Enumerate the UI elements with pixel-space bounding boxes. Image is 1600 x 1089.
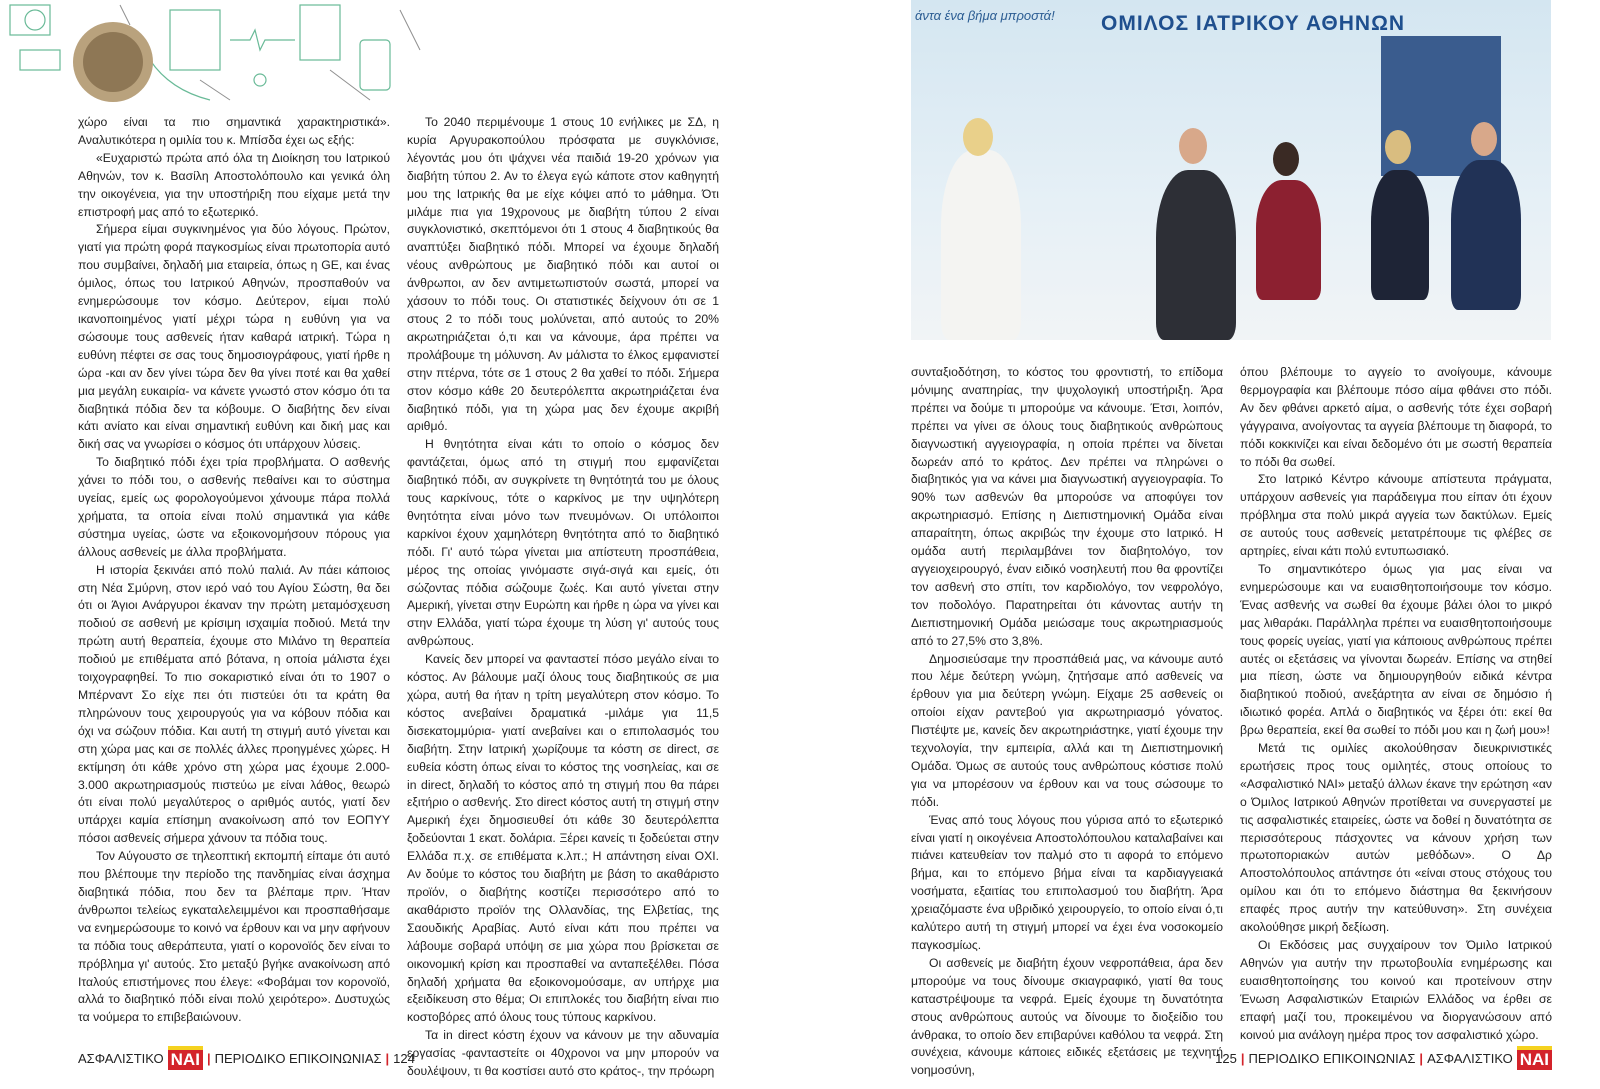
panel-discussion-photo — [911, 0, 1551, 340]
article-column-3 — [911, 364, 1223, 1080]
paragraph: χώρο είναι τα πιο σημαντικά χαρακτηριστικά». Αναλυτικότερα η ομιλία του κ. Μπίσδα έχει ως εξής: — [78, 115, 390, 147]
footer-brand: ΑΣΦΑΛΙΣΤΙΚΟ — [78, 1050, 164, 1066]
paragraph: Ένας από τους λόγους που γύρισα από το εξωτερικό είναι γιατί η οικογένεια Αποστολόπουλου καταλαβαίνει και πιάνει κατευθείαν τον παλμό στο τι αφορά το επόμενο βήμα, και το επόμενο βήμα είναι τα καρδιαγγειακά νοσήματα, εξαιτίας του επιπολασμού του διαβήτη. Άρα χρειαζόμαστε ένα υβριδικό χειρουργείο, το οποίο είναι ό,τι καλύτερο αυτή τη στιγμή μπορεί να έχει ένα νοσοκομείο παγκοσμίως. — [911, 812, 1223, 952]
paragraph: όπου βλέπουμε το αγγείο το ανοίγουμε, κάνουμε θερμογραφία και βλέπουμε πόσο αίμα φθάνει στο πόδι. Αν δεν φθάνει αρκετό αίμα, ο ασθενής τότε έχει σοβαρή γάγγραινα, ανοίγοντας τα αγγεία βλέπουμε τη διαφορά, το πόδι κοκκινίζει και είναι δεδομένο ότι με σωστή θεραπεία το πόδι θα σωθεί. — [1240, 365, 1552, 469]
nai-logo: ΝΑΙ — [1517, 1046, 1552, 1070]
article-column-2 — [407, 114, 719, 1081]
footer-left: ΑΣΦΑΛΙΣΤΙΚΟ ΝΑΙ | ΠΕΡΙΟΔΙΚΟ ΕΠΙΚΟΙΝΩΝΙΑΣ | 124 — [78, 1046, 415, 1070]
article-column-1 — [78, 114, 390, 1027]
footer-brand: ΑΣΦΑΛΙΣΤΙΚΟ — [1427, 1050, 1513, 1066]
paragraph: Μετά τις ομιλίες ακολούθησαν διευκρινιστικές ερωτήσεις προς τους ομιλητές, στους οποίους το «Ασφαλιστικό ΝΑΙ» μεταξύ άλλων έκανε την ερώτηση «αν ο Όμιλος Ιατρικού Αθηνών προτίθεται να συνεργαστεί με τις ασφαλιστικές εταιρείες, ώστε να δοθεί η δυνατότητα σε περισσότερους πάσχοντες να κάνουν χρήση των πρωτοποριακών αυτών μεθόδων». Ο Δρ Αποστολόπουλος απάντησε ότι «είναι στους στόχους του ομίλου και ότι το επόμενο διάστημα θα ξεκινήσουν επαφές προς αυτήν την κατεύθυνση». Στη συνέχεια ακολούθησε μικρή δεξίωση. — [1240, 741, 1552, 935]
article-column-4 — [1240, 364, 1552, 1044]
paragraph: Το 2040 περιμένουμε 1 στους 10 ενήλικες με ΣΔ, η κυρία Αργυρακοπούλου πρόσφατα με συγκλόνισε, λέγοντάς μου ότι ψάχνει νέα παιδιά 19-20 χρόνων για διαβήτη τύπου 2. Αν το έλεγα εγώ κάποτε στον καθηγητή μου της Ιατρικής θα με είχε κόψει από το μάθημα. Ότι μιλάμε πια για 19χρονους με διαβήτη τύπου 2 είναι συγκλονιστικό, σκεπτόμενοι ότι 1 στους 4 διαβητικούς θα αναπτύξει διαβητικό πόδι. Μπορεί να έχουμε δηλαδή νέους ανθρώπους με διαβητικό πόδι και αυτοί οι άνθρωποι, αν δεν αντιμετωπιστούν σωστά, μπορεί να χάσουν το πόδι τους. Οι στατιστικές δείχνουν ότι σε 1 στους 2 το πόδι τους μολύνεται, από αυτούς το 20% ακρωτηριάζεται ό,τι και να κάνουμε, άρα πρέπει να προλάβουμε τη μόλυνση. Αν μάλιστα το έλκος εμφανιστεί στην πτέρνα, τότε σε 1 στους 2 θα χαθεί το πόδι. Σήμερα στον κόσμο κάθε 20 δευτερόλεπτα ακρωτηριάζεται ένα διαβητικό πόδι, για τη χώρα μας δεν έχουμε ακριβή αριθμό. — [407, 115, 719, 434]
paragraph: Οι Εκδόσεις μας συγχαίρουν τον Όμιλο Ιατρικού Αθηνών για αυτήν την πρωτοβουλία ενημέρωσης και ευαισθητοποίησης του κοινού και προτείνουν στην Ένωση Ασφαλιστικών Εταιριών Ελλάδος να έρθει σε επαφή μαζί του, προκειμένου να διοργανώσουν από κοινού μια ανάλογη ημέρα προς τον ασφαλιστικό χώρο. — [1240, 938, 1552, 1042]
footer-label: ΠΕΡΙΟΔΙΚΟ ΕΠΙΚΟΙΝΩΝΙΑΣ — [214, 1050, 382, 1066]
footer-right: 125 | ΠΕΡΙΟΔΙΚΟ ΕΠΙΚΟΙΝΩΝΙΑΣ | ΑΣΦΑΛΙΣΤΙΚΟ ΝΑΙ — [1215, 1046, 1552, 1070]
paragraph: Τον Αύγουστο σε τηλεοπτική εκπομπή είπαμε ότι αυτό που βλέπουμε την περίοδο της πανδημίας είναι άσχημα διαβητικά πόδια, που δεν τα βλέπαμε πριν. Ήταν άνθρωποι τελείως εγκαταλελειμμένοι και προσπαθήσαμε να ενημερώσουμε το κοινό να έρθουν και να μην αφήνουν τα πόδια τους αθεράπευτα, γιατί ο κορονοϊός δεν είναι το πρόβλημα γι' αυτούς. Στο μεταξύ βγήκε ανακοίνωση από Ιταλούς επιστήμονες που έλεγε: «Φοβάμαι τον κορονοϊό, αλλά το διαβητικό πόδι είναι πολύ χειρότερο». Δυστυχώς τα νούμερα το επιβεβαιώνουν. — [78, 849, 390, 1025]
paragraph: Σήμερα είμαι συγκινημένος για δύο λόγους. Πρώτον, γιατί για πρώτη φορά παγκοσμίως είναι πρωτοπορία αυτό που συμβαίνει, δηλαδή μια εταιρεία, όπως η GE, και ένας όμιλος, όπως του Ιατρικού Αθηνών, προσπαθούν να ενημερώσουμε τον κόσμο. Δεύτερον, είμαι πολύ ικανοποιημένος γιατί μέχρι τώρα η ευθύνη για να σώσουμε τους ασθενείς ήταν καθαρά ιατρική. Τώρα η ευθύνη πέφτει σε σας τους δημοσιογράφους, γιατί ήρθε η ώρα -και αν δεν γίνει τώρα δεν θα γίνει ποτέ και θα χαθεί μια μεγάλη ευκαιρία- να κάνετε γνωστό στον κόσμο ότι τα διαβητικά πόδια δεν τα κόβουμε. Ο διαβήτης δεν είναι κάτι ανίατο και είναι σημαντική ευθύνη και δική μας και δική σας να γνωρίσει ο κόσμος ότι υπάρχουν λύσεις. — [78, 222, 390, 452]
paragraph: Το σημαντικότερο όμως για μας είναι να ενημερώσουμε και να ευαισθητοποιήσουμε τον κόσμο. Ένας ασθενής να σωθεί θα έχουμε βάλει όλοι το μικρό μας λιθαράκι. Παράλληλα πρέπει να ευαισθητοποιήσουμε τους φορείς υγείας, γιατί για κάποιους ανθρώπους πρέπει αυτές οι εξετάσεις να γίνονται δωρεάν. Επίσης να στηθεί μια πίεση, ώστε να δημιουργηθούν ειδικά κέντρα διαβητικού ποδιού, ανεξάρτητα αν είναι σε δημόσιο ή ιδιωτικό φορέα. Απλά ο διαβητικός να ξέρει ότι: εκεί θα βρω θεραπεία, εκεί θα σωθεί το πόδι μου και η ζωή μου»! — [1240, 561, 1552, 738]
paragraph: Η ιστορία ξεκινάει από πολύ παλιά. Αν πάει κάποιος στη Νέα Σμύρνη, στον ιερό ναό του Αγίου Σώστη, θα δει ότι οι Άγιοι Ανάργυροι έκαναν την πρώτη μεταμόσχευση ποδιού σε ασθενή με κρίσιμη ισχαιμία ποδιού. Μετά την πρώτη αυτή θεραπεία, έχουμε στο Μιλάνο τη θεραπεία ποδιού με επιθέματα από βότανα, η οποία μάλιστα έχει τοιχογραφηθεί. Το πιο σοκαριστικό είναι ότι το 1907 ο Μπέρναντ Σο είχε πει ότι πιστεύει ότι τα κράτη θα πληρώνουν τους χειρουργούς για να κόβουν πόδια και όχι να σώζουν πόδια. Και αυτή τη στιγμή αυτό γίνεται και στη χώρα μας και σε πολλές άλλες προηγμένες χώρες. Η εκτίμηση ότι κάθε χρόνο στη χώρα μας έχουμε 2.000-3.000 ακρωτηριασμούς πιστεύω με είναι λάθος, θεωρώ ότι είναι πολύ μεγαλύτερος ο αριθμός αυτός, γιατί δεν υπάρχει καμία επίσημη ανακοίνωση από τον ΕΟΠΥΥ πόσοι ασθενείς σήμερα χάνουν τα πόδια τους. — [78, 562, 390, 846]
banner-slogan: άντα ένα βήμα μπροστά! — [915, 8, 1055, 23]
paragraph: Η θνητότητα είναι κάτι το οποίο ο κόσμος δεν φαντάζεται, όμως από τη στιγμή που εμφανίζεται διαβητικό πόδι, αν συγκρίνετε τη θνητότητά του με όλους τους καρκίνους, τότε ο καρκίνος με την υψηλότερη θνητότητα είναι μόνο των πνευμόνων. Οι υπόλοιποι καρκίνοι έχουν χαμηλότερη θνητότητα από το διαβητικό πόδι. Γι' αυτό τώρα γίνεται μια απίστευτη προσπάθεια, μέρος της οποίας γινόμαστε σιγά-σιγά και εμείς, ότι σώζοντας πόδια σώζουμε ζωές. Και αυτό γίνεται στην Αμερική, γίνεται στην Ευρώπη και ήρθε η ώρα να γίνει και στην Ελλάδα, γιατί τώρα έχουμε τη λύση γι' αυτούς τους ανθρώπους. — [407, 437, 719, 649]
banner-brand: ΟΜΙΛΟΣ ΙΑΤΡΙΚΟΥ ΑΘΗΝΩΝ — [1101, 12, 1406, 35]
nai-logo: ΝΑΙ — [168, 1046, 203, 1070]
paragraph: «Ευχαριστώ πρώτα από όλα τη Διοίκηση του Ιατρικού Αθηνών, τον κ. Βασίλη Αποστολόπουλο και γενικά όλη την οικογένεια, για την υποστήριξη που είχαμε μετά την επιστροφή μας από το εξωτερικό. — [78, 150, 390, 219]
paragraph: Το διαβητικό πόδι έχει τρία προβλήματα. Ο ασθενής χάνει το πόδι του, ο ασθενής πεθαίνει και το σύστημα υγείας, εμείς ως φορολογούμενοι χάνουμε πάρα πολλά χρήματα, τα οποία είναι πολύ σημαντικά για κάθε σύστημα υγείας, ώστε να εξοικονομήσουν πόρους για άλλους ασθενείς με άλλα προβλήματα. — [78, 455, 390, 559]
medical-doodle-illustration — [0, 0, 440, 112]
paragraph: Κανείς δεν μπορεί να φανταστεί πόσο μεγάλο είναι το κόστος. Αν βάλουμε μαζί όλους τους διαβητικούς σε μια χώρα, αυτή θα ήταν η τρίτη μεγαλύτερη στον κόσμο. Το κόστος ανεβαίνει δραματικά -μιλάμε για 11,5 δισεκατομμύρια- γιατί ανεβαίνει και ο επιπολασμός του διαβήτη. Στην Ιατρική χωρίζουμε τα κόστη σε direct, σε ευθεία κόστη όπως είναι το κόστος της νοσηλείας, και σε in direct, δηλαδή το κόστος από τη στιγμή που θα πάρει εξιτήριο ο ασθενής. Στο direct κόστος αυτή τη στιγμή στην Αμερική έχει δημοσιευθεί ότι κάθε 30 δευτερόλεπτα ξοδεύονται 1 εκατ. δολάρια. Ξέρει κανείς τι ξοδεύεται στην Ελλάδα π.χ. σε επιθέματα κ.λπ.; Η απάντηση είναι ΟΧΙ. Αν δούμε το κόστος του διαβήτη με βάση το ακαθάριστο προϊόν, ο διαβήτης κοστίζει περισσότερο από το ακαθάριστο προϊόν της Ολλανδίας, της Ελβετίας, της Σαουδικής Αραβίας. Αυτό είναι κάτι που πρέπει να λάβουμε σοβαρά υπόψη σε μια χώρα που βρίσκεται σε οικονομική κρίση και προσπαθεί να ανταπεξέλθει. Πόσα δηλαδή χρήματα θα εξοικονομούσαμε, αν υπήρχε μια εξειδίκευση στο θέμα; Οι επιπλοκές του διαβήτη είναι πιο κοστοβόρες από όλους τους τύπους καρκίνου. — [407, 652, 719, 1025]
paragraph: Δημοσιεύσαμε την προσπάθειά μας, να κάνουμε αυτό που λέμε δεύτερη γνώμη, ζητήσαμε από ασθενείς να έρθουν για μια δεύτερη γνώμη. Είχαμε 25 ασθενείς οι οποίοι είχαν ραντεβού για ακρωτηριασμό γόνατος. Πιστέψτε με, κανείς δεν ακρωτηριάστηκε, γιατί έχουμε την τεχνολογία, την εμπειρία, αλλά και τη Διεπιστημονική Ομάδα. Όμως σε αυτούς τους ανθρώπους κόστισε πολύ για να μπορέσουν να έρθουν και να τους σώσουμε το πόδι. — [911, 651, 1223, 809]
paragraph: Τα in direct κόστη έχουν να κάνουν με την αδυναμία εργασίας -φανταστείτε οι 40χρονοι να μην μπορούν να δουλέψουν, τι θα κοστίσει αυτό στο κράτος-, την πρόωρη — [407, 1028, 719, 1079]
page-number: 124 — [393, 1050, 415, 1066]
paragraph: Στο Ιατρικό Κέντρο κάνουμε απίστευτα πράγματα, υπάρχουν ασθενείς για παράδειγμα που είπαν ότι έχουν πρόβλημα στα πολύ μικρά αγγεία των δακτύλων. Εμείς σε αυτούς τους ασθενείς μετατρέπουμε τις φλέβες σε αρτηρίες, είναι κάτι πολύ εντυπωσιακό. — [1240, 472, 1552, 559]
footer-label: ΠΕΡΙΟΔΙΚΟ ΕΠΙΚΟΙΝΩΝΙΑΣ — [1248, 1050, 1416, 1066]
page-number: 125 — [1215, 1050, 1237, 1066]
paragraph: συνταξιοδότηση, το κόστος του φροντιστή, το επίδομα μόνιμης αναπηρίας, την ψυχολογική υποστήριξη. Άρα πρέπει να δούμε τι μπορούμε να κάνουμε. Έτσι, λοιπόν, πρέπει να γίνει σε όλους τους διαβητικούς ανθρώπους διαγνωστική αγγειογραφία, η οποία πρέπει να δίνεται δωρεάν από το κράτος. Δεν πρέπει να πληρώνει ο διαβητικός για να κάνει μια διαγνωστική αγγειογραφία. Το 90% των ασθενών θα μπορούσε να αποφύγει τον ακρωτηριασμό. Επίσης η Διεπιστημονική Ομάδα είναι απαραίτητη, όπως ακριβώς την έχουμε στο Ιατρικό. Η ομάδα αυτή περιλαμβάνει τον διαβητολόγο, τον αγγειοχειρουργό, έναν ειδικό νοσηλευτή που θα φροντίζει τον ασθενή στο σπίτι, τον καρδιολόγο, τον νεφρολόγο, τον ποδολόγο. Παρατηρείται ότι κάνοντας αυτήν τη Διεπιστημονική Ομάδα μειώσαμε τους ακρωτηριασμούς από το 27,5% στο 3,8%. — [911, 365, 1223, 648]
paragraph: Οι ασθενείς με διαβήτη έχουν νεφροπάθεια, άρα δεν μπορούμε να τους δίνουμε σκιαγραφικό, γιατί θα τους καταστρέψουμε τα νεφρά. Εμείς έχουμε τη δυνατότητα στους ανθρώπους αυτούς να δίνουμε το διοξείδιο του άνθρακα, το οποίο δεν επιβαρύνει καθόλου τα νεφρά. Στη συνέχεια, κάνουμε κάποιες ειδικές εξετάσεις με τεχνητή νοημοσύνη, — [911, 955, 1223, 1078]
